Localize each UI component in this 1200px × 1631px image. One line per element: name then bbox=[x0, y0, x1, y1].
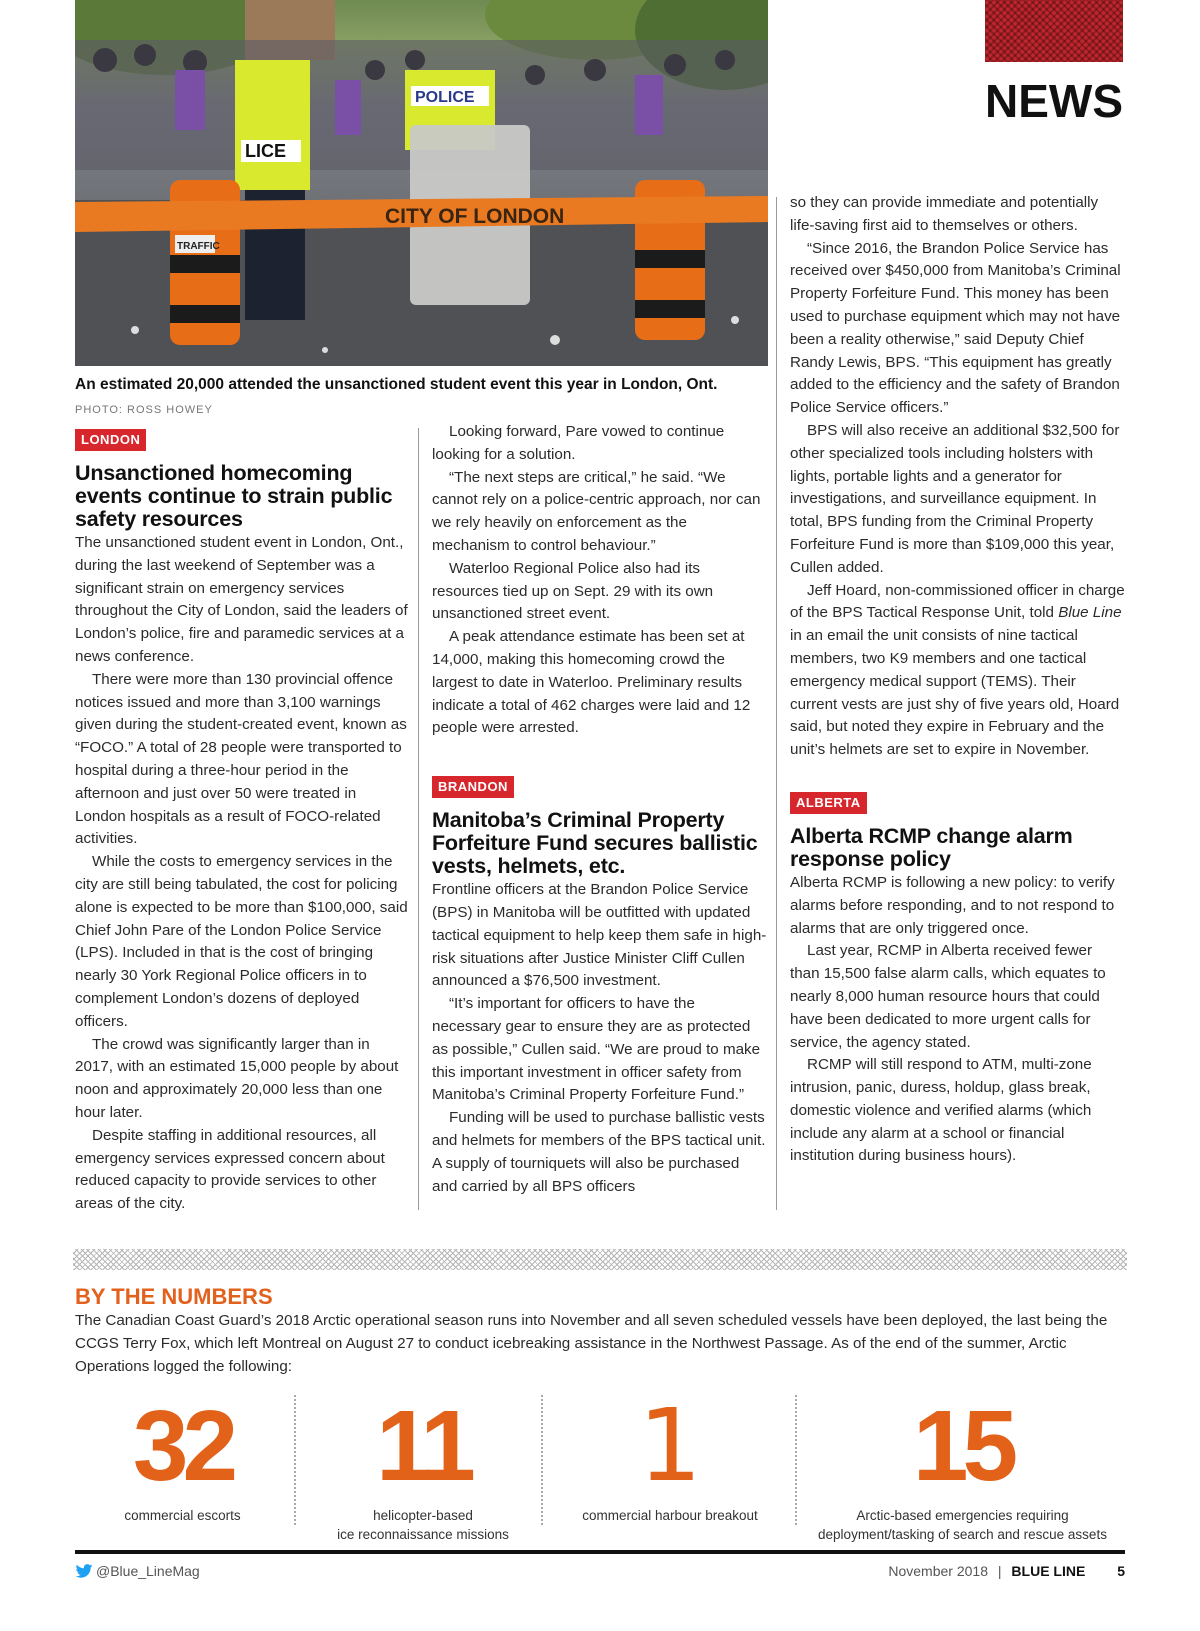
publication-name: Blue Line bbox=[1058, 604, 1122, 622]
footer-info bbox=[780, 1563, 1125, 1579]
news-pattern-block bbox=[985, 0, 1123, 62]
stat-helicopter bbox=[298, 1390, 548, 1544]
paragraph: RCMP will still respond to ATM, multi-zone intrusion, panic, duress, holdup, glass break, domestic violence and verified alarms (which include any alarm at a school or financial institution during business hours). bbox=[790, 1056, 1092, 1165]
stat-label: commercial harbour breakout bbox=[582, 1508, 758, 1523]
paragraph: The crowd was significantly larger than in 2017, with an estimated 15,000 people by about noon and approximately 20,000 less than one hour later. bbox=[75, 1035, 399, 1121]
photo-caption: An estimated 20,000 attended the unsanctioned student event this year in London, Ont. bbox=[75, 376, 718, 393]
article-alberta bbox=[790, 792, 1125, 1168]
footer-twitter[interactable] bbox=[75, 1563, 200, 1579]
paragraph: BPS will also receive an additional $32,500 for other specialized tools including holsters with lights, portable lights and a generator for investigations, and surveillance equipment. In total, BPS funding from the Criminal Property Forfeiture Fund is more than $109,000 this year, Cullen added. bbox=[790, 421, 1120, 576]
stat-divider bbox=[294, 1395, 296, 1525]
paragraph: “The next steps are critical,” he said. “We cannot rely on a police-centric approach, nor can we rely heavily on enforcement as the mechanism to control behaviour.” bbox=[432, 468, 761, 554]
paragraph: Last year, RCMP in Alberta received fewer than 15,500 false alarm calls, which equates to nearly 8,000 human resource hours that could have been dedicated to more urgent calls for service, the agency stated. bbox=[790, 942, 1106, 1051]
tag-london: LONDON bbox=[75, 429, 146, 451]
london-continued bbox=[432, 421, 767, 740]
hoard-text-post: in an email the unit consists of nine tactical members, two K9 members and one tactical emergency medical support (TEMS). Their current vests are just shy of five years old, Hoard said, but noted they expire in February and the unit’s helmets are set to expire in November. bbox=[790, 627, 1120, 759]
paragraph: Funding will be used to purchase ballistic vests and helmets for members of the BPS tactical unit. A supply of tourniquets will also be purchased and carried by all BPS officers bbox=[432, 1109, 766, 1195]
alberta-body bbox=[790, 872, 1125, 1168]
stat-value: 15 bbox=[912, 1390, 1013, 1502]
paragraph: Waterloo Regional Police also had its resources tied up on Sept. 29 with its own unsanctioned street event. bbox=[432, 559, 714, 623]
page-number: 5 bbox=[1117, 1563, 1125, 1579]
paragraph: “It’s important for officers to have the necessary gear to ensure they are as protected as possible,” Cullen said. “We are proud to make this important investment in officer safety from Manitoba’s Criminal Property Forfeiture Fund.” bbox=[432, 995, 761, 1104]
paragraph: A peak attendance estimate has been set at 14,000, making this homecoming crowd the largest to date in Waterloo. Preliminary results indicate a total of 462 charges were laid and 12 people were arrested. bbox=[432, 628, 751, 737]
headline-brandon: Manitoba’s Criminal Property Forfeiture Fund secures ballistic vests, helmets, etc. bbox=[432, 808, 758, 879]
paragraph: “Since 2016, the Brandon Police Service has received over $450,000 from Manitoba’s Criminal Property Forfeiture Fund. This money has been used to purchase equipment which may not have been a reality otherwise,” said Deputy Chief Randy Lewis, BPS. “This equipment has greatly added to the efficiency and the safety of Brandon Police Service officers.” bbox=[790, 239, 1121, 417]
hoard-text-pre: Jeff Hoard, non-commissioned officer in charge of the BPS Tactical Response Unit, told bbox=[790, 581, 1125, 622]
twitter-handle: @Blue_LineMag bbox=[96, 1563, 200, 1579]
brandon-continued bbox=[790, 192, 1125, 762]
headline-alberta: Alberta RCMP change alarm response policy bbox=[790, 823, 1073, 871]
stat-escorts bbox=[75, 1390, 290, 1525]
stat-label: helicopter-based ice reconnaissance missions bbox=[337, 1508, 509, 1542]
paragraph: Alberta RCMP is following a new policy: to verify alarms before responding, and to not respond to alarms that are only triggered once. bbox=[790, 873, 1115, 937]
article-brandon bbox=[432, 776, 767, 1198]
paragraph: Looking forward, Pare vowed to continue looking for a solution. bbox=[432, 423, 725, 463]
footer-date: November 2018 bbox=[888, 1563, 988, 1579]
stat-harbour bbox=[545, 1387, 795, 1525]
stat-label: commercial escorts bbox=[124, 1508, 241, 1523]
column-3 bbox=[790, 192, 1125, 1168]
brandon-body bbox=[432, 879, 767, 1198]
footer-magazine: BLUE LINE bbox=[1011, 1563, 1086, 1579]
london-body bbox=[75, 532, 410, 1216]
tag-brandon: BRANDON bbox=[432, 776, 514, 798]
section-label: NEWS bbox=[985, 75, 1123, 127]
barrel-text: TRAFFIC bbox=[177, 241, 220, 252]
paragraph: so they can provide immediate and potentially life-saving first aid to themselves or others. bbox=[790, 194, 1099, 234]
news-photo bbox=[75, 0, 768, 366]
column-2 bbox=[432, 421, 767, 1198]
stat-value: 1 bbox=[638, 1387, 702, 1504]
banner-text: CITY OF LONDON bbox=[385, 205, 565, 228]
column-rule-1 bbox=[418, 428, 419, 1210]
paragraph: The unsanctioned student event in London, Ont., during the last weekend of September was a significant strain on emergency services throughout the City of London, said the leaders of London’s police, fire and paramedic services at a news conference. bbox=[75, 534, 408, 665]
article-london bbox=[75, 429, 410, 1216]
stat-label: Arctic-based emergencies requiring deployment/tasking of search and rescue assets bbox=[818, 1508, 1107, 1542]
photo-credit: PHOTO: ROSS HOWEY bbox=[75, 404, 213, 416]
headline-london: Unsanctioned homecoming events continue to strain public safety resources bbox=[75, 461, 393, 531]
stat-divider bbox=[541, 1395, 543, 1525]
footer-separator: | bbox=[997, 1563, 1002, 1579]
paragraph: Despite staffing in additional resources, all emergency services expressed concern about reduced capacity to provide services to other areas of the city. bbox=[75, 1126, 385, 1213]
numbers-intro: The Canadian Coast Guard’s 2018 Arctic operational season runs into November and all seven scheduled vessels have been deployed, the last being the CCGS Terry Fox, which left Montreal on August 27 to conduct icebreaking assistance in the Northwest Passage. As of the end of the summer, Arctic Operations logged the following: bbox=[75, 1312, 1108, 1375]
numbers-title: BY THE NUMBERS bbox=[75, 1284, 273, 1309]
column-rule-2 bbox=[776, 197, 777, 1210]
stat-value: 32 bbox=[132, 1390, 233, 1502]
stat-value: 11 bbox=[376, 1390, 470, 1502]
vest-text-2: LICE bbox=[245, 141, 287, 161]
vest-text-1: POLICE bbox=[415, 89, 475, 106]
stat-divider bbox=[795, 1395, 797, 1525]
paragraph-hoard bbox=[790, 580, 1125, 762]
paragraph: While the costs to emergency services in the city are still being tabulated, the cost for policing alone is expected to be more than $100,000, said Chief John Pare of the London Police Service (LPS). Included in that is the cost of bringing nearly 30 York Regional Police officers in to complement London’s dozens of deployed officers. bbox=[75, 853, 408, 1030]
tag-alberta: ALBERTA bbox=[790, 792, 867, 814]
stat-emergencies bbox=[800, 1390, 1125, 1544]
footer-rule bbox=[75, 1550, 1125, 1554]
paragraph: Frontline officers at the Brandon Police Service (BPS) in Manitoba will be outfitted with updated tactical equipment to help keep them safe in high-risk situations after Justice Minister Cliff Cullen announced a $76,500 investment. bbox=[432, 881, 767, 990]
numbers-divider-band bbox=[73, 1249, 1127, 1270]
twitter-bird-icon bbox=[75, 1564, 93, 1578]
paragraph: There were more than 130 provincial offence notices issued and more than 3,100 warnings given during the student-created event, known as “FOCO.” A total of 28 people were transported to hospital during a three-hour period in the afternoon and just over 50 were treated in London hospitals as a result of FOCO-related activities. bbox=[75, 670, 407, 848]
